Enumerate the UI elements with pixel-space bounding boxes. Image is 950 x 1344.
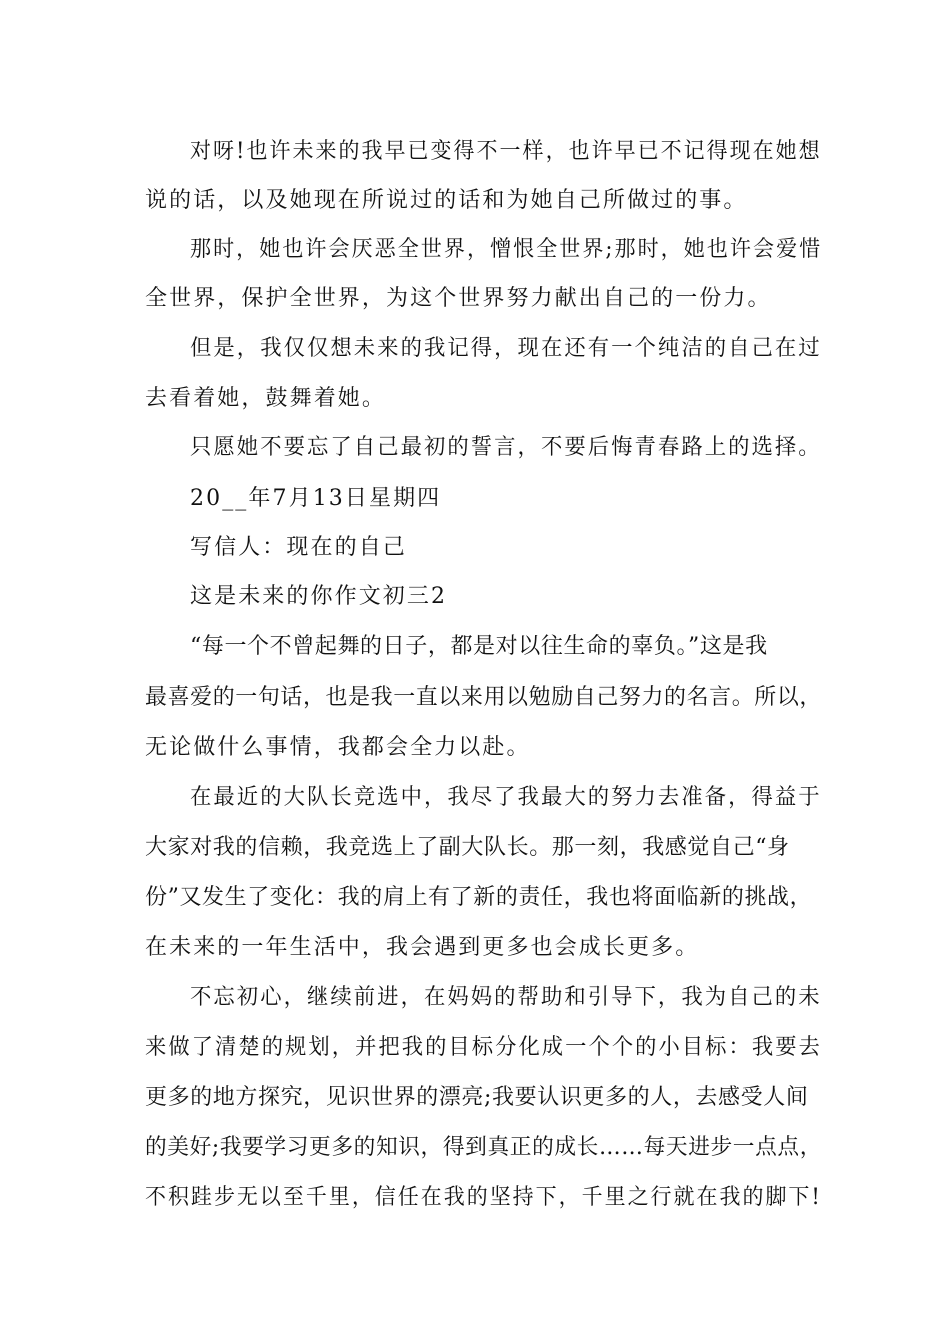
text-line: 但是，我仅仅想未来的我记得，现在还有一个纯洁的自己在过: [190, 336, 822, 361]
text-line: 那时，她也许会厌恶全世界，憎恨全世界;那时，她也许会爱惜: [190, 237, 823, 262]
text-line: 只愿她不要忘了自己最初的誓言，不要后悔青春路上的选择。: [190, 435, 822, 460]
text-line: 说的话，以及她现在所说过的话和为她自己所做过的事。: [145, 188, 748, 213]
text-line: 的美好;我要学习更多的知识，得到真正的成长……每天进步一点点，: [145, 1135, 823, 1160]
text-line: 在最近的大队长竞选中，我尽了我最大的努力去准备，得益于: [190, 785, 822, 810]
text-line: 不积跬步无以至千里，信任在我的坚持下，千里之行就在我的脚下!: [145, 1185, 822, 1210]
signature-line: 写信人：现在的自己: [190, 535, 407, 560]
text-line: 最喜爱的一句话，也是我一直以来用以勉励自己努力的名言。所以，: [145, 685, 822, 710]
text-line: “每一个不曾起舞的日子，都是对以往生命的辜负。”这是我: [190, 634, 768, 659]
text-line: 在未来的一年生活中，我会遇到更多也会成长更多。: [145, 935, 700, 960]
text-line: 份”又发生了变化：我的肩上有了新的责任，我也将面临新的挑战，: [145, 885, 813, 910]
text-line: 大家对我的信赖，我竞选上了副大队长。那一刻，我感觉自己“身: [145, 835, 790, 860]
date-line: 20__年7月13日星期四: [190, 486, 442, 511]
text-line: 更多的地方探究，见识世界的漂亮;我要认识更多的人，去感受人间: [145, 1085, 809, 1110]
text-line: 去看着她，鼓舞着她。: [145, 386, 387, 411]
text-line: 无论做什么事情，我都会全力以赴。: [145, 735, 531, 760]
text-line: 对呀!也许未来的我早已变得不一样，也许早已不记得现在她想: [190, 139, 822, 164]
text-line: 全世界，保护全世界，为这个世界努力献出自己的一份力。: [145, 286, 772, 311]
section-title: 这是未来的你作文初三2: [190, 584, 448, 609]
text-line: 不忘初心，继续前进，在妈妈的帮助和引导下，我为自己的未: [190, 985, 822, 1010]
text-line: 来做了清楚的规划，并把我的目标分化成一个个的小目标：我要去: [145, 1035, 822, 1060]
